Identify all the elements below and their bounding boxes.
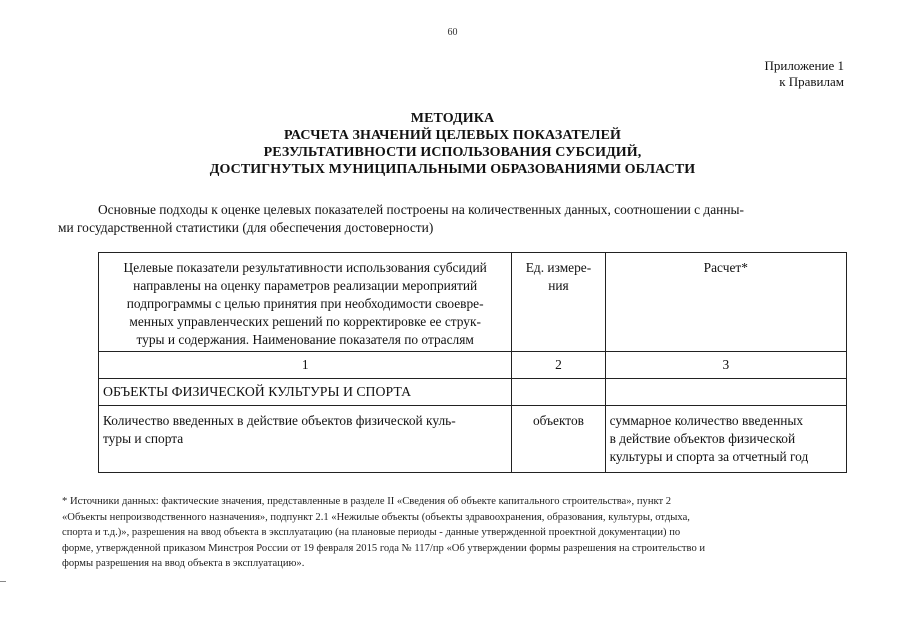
table-number-row xyxy=(99,352,847,379)
document-title xyxy=(0,110,905,178)
title-line-2: РАСЧЕТА ЗНАЧЕНИЙ ЦЕЛЕВЫХ ПОКАЗАТЕЛЕЙ xyxy=(283,128,622,143)
table-row xyxy=(99,406,847,473)
intro-paragraph xyxy=(58,201,850,237)
appendix-reference xyxy=(764,58,844,90)
unit-cell: объектов xyxy=(512,406,605,473)
header-indicator-cell xyxy=(99,253,512,352)
header-unit-line: Ед. измере- xyxy=(525,260,592,275)
header-unit-cell xyxy=(512,253,605,352)
calc-line: суммарное количество введенных xyxy=(609,413,804,428)
page-number: 60 xyxy=(447,27,458,38)
section-empty-cell xyxy=(512,379,605,406)
section-title: ОБЪЕКТЫ ФИЗИЧЕСКОЙ КУЛЬТУРЫ И СПОРТА xyxy=(99,379,512,406)
indicators-table xyxy=(98,252,847,473)
title-line-3: РЕЗУЛЬТАТИВНОСТИ ИСПОЛЬЗОВАНИЯ СУБСИДИЙ, xyxy=(263,145,642,160)
column-number: 1 xyxy=(99,352,512,379)
header-indicator-line: туры и содержания. Наименование показателя по отраслям xyxy=(136,332,474,347)
intro-line-2: ми государственной статистики (для обеспечения достоверности) xyxy=(58,220,434,235)
calc-line: в действие объектов физической xyxy=(609,431,796,446)
header-indicator-line: Целевые показатели результативности использования субсидий xyxy=(123,260,487,275)
footnote xyxy=(62,494,852,572)
footnote-line: форме, утвержденной приказом Минстроя России от 19 февраля 2015 года № 117/пр «Об утверждении формы разрешения на строительство и xyxy=(62,542,706,554)
table-header-row xyxy=(99,253,847,352)
appendix-line-2: к Правилам xyxy=(779,74,844,89)
footnote-line: формы разрешения на ввод объекта в эксплуатацию». xyxy=(62,558,305,570)
title-line-4: ДОСТИГНУТЫХ МУНИЦИПАЛЬНЫМИ ОБРАЗОВАНИЯМИ ОБЛАСТИ xyxy=(209,162,696,177)
indicator-cell xyxy=(99,406,512,473)
indicator-line: Количество введенных в действие объектов физической куль- xyxy=(103,413,456,428)
intro-line-1: Основные подходы к оценке целевых показателей построены на количественных данных, соотношении с данны- xyxy=(98,202,744,217)
title-line-1: МЕТОДИКА xyxy=(410,111,495,126)
header-indicator-line: менных управленческих решений по корректировке ее струк- xyxy=(129,314,481,329)
scan-edge-mark xyxy=(0,581,6,582)
table-section-row xyxy=(99,379,847,406)
section-empty-cell xyxy=(605,379,846,406)
header-calc-cell: Расчет* xyxy=(605,253,846,352)
calc-line: культуры и спорта за отчетный год xyxy=(609,449,809,464)
header-indicator-line: подпрограммы с целью принятия при необходимости своевре- xyxy=(126,296,484,311)
footnote-line: * Источники данных: фактические значения, представленные в разделе II «Сведения об объекте капитального строительства», пункт 2 xyxy=(62,496,672,507)
column-number: 3 xyxy=(605,352,846,379)
header-unit-line: ния xyxy=(548,278,569,293)
column-number: 2 xyxy=(512,352,605,379)
footnote-line: спорта и т.д.)», разрешения на ввод объекта в эксплуатацию (на плановые периоды - данные утвержденной проектной документации) по xyxy=(62,527,681,539)
footnote-line: «Объекты непроизводственного назначения», подпункт 2.1 «Нежилые объекты (объекты здравоохранения, образования, культуры, отдыха, xyxy=(62,511,690,523)
appendix-line-1: Приложение 1 xyxy=(764,58,844,73)
calc-cell xyxy=(605,406,846,473)
indicator-line: туры и спорта xyxy=(103,431,184,446)
header-indicator-line: направлены на оценку параметров реализации мероприятий xyxy=(133,278,478,293)
